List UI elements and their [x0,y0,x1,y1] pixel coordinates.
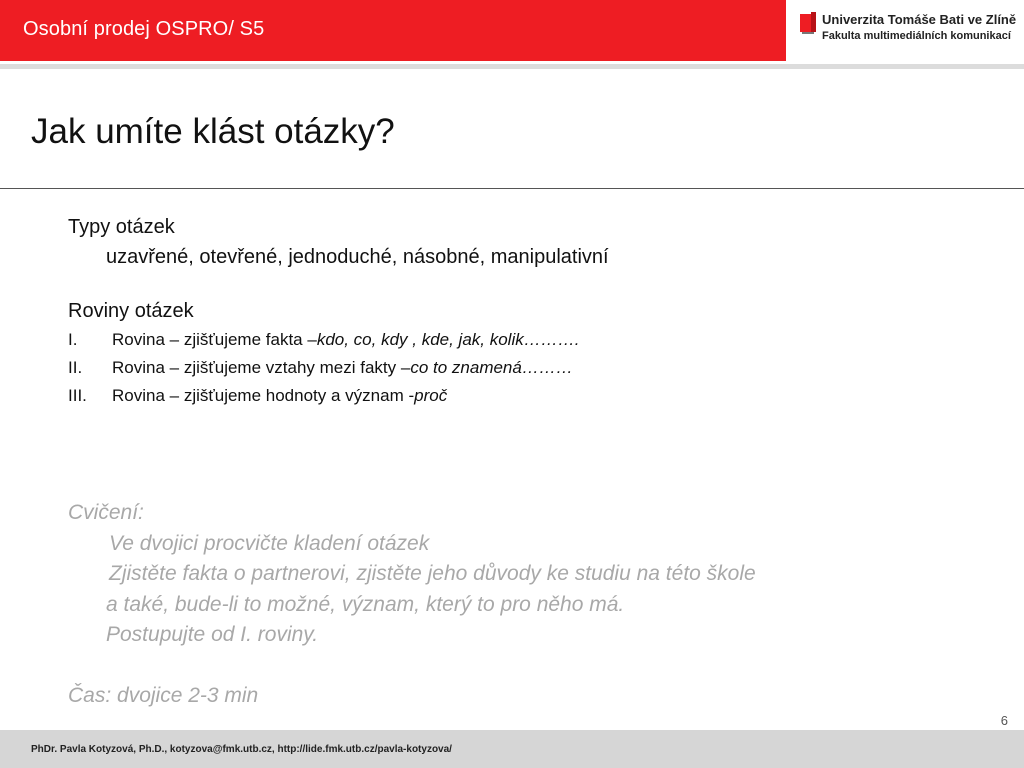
level-text: Rovina – zjišťujeme vztahy mezi fakty – [112,358,411,377]
level-number: I. [68,330,78,349]
exercise-line: Zjistěte fakta o partnerovi, zjistěte jeho důvody ke studiu na této škole [109,562,756,585]
types-heading: Typy otázek [68,216,175,238]
types-list: uzavřené, otevřené, jednoduché, násobné, manipulativní [106,246,609,268]
level-item-3 [68,382,968,410]
header-divider-stripe [0,64,1024,69]
level-questions: co to znamená……… [410,358,573,377]
level-questions: proč [414,386,448,405]
levels-heading: Roviny otázek [68,300,194,322]
footer-contact: PhDr. Pavla Kotyzová, Ph.D., kotyzova@fmk.utb.cz, http://lide.fmk.utb.cz/pavla-kotyzova/ [31,744,452,755]
title-divider [0,188,1024,189]
university-book-icon [800,12,816,34]
exercise-heading: Cvičení: [68,501,144,524]
course-title: Osobní prodej OSPRO/ S5 [23,18,265,40]
level-item-2 [68,354,968,382]
exercise-line: Postupujte od I. roviny. [106,623,319,646]
level-number: III. [68,386,87,405]
level-item-1 [68,326,968,354]
exercise-line: a také, bude-li to možné, význam, který to pro něho má. [106,592,625,616]
spacer [68,272,968,296]
slide-title: Jak umíte klást otázky? [31,112,395,151]
level-number: II. [68,358,83,377]
exercise-block [68,498,968,711]
exercise-time: Čas: dvojice 2-3 min [68,683,259,707]
page-number: 6 [1000,713,1008,728]
level-text: Rovina – zjišťujeme fakta – [112,330,317,349]
spacer [68,651,968,681]
university-name: Univerzita Tomáše Bati ve Zlíně [822,12,1017,27]
slide-content [68,212,968,410]
level-questions: kdo, co, kdy , kde, jak, kolik………. [316,330,580,349]
faculty-name: Fakulta multimediálních komunikací [822,30,1011,42]
level-text: Rovina – zjišťujeme hodnoty a význam - [112,386,415,405]
exercise-line: Ve dvojici procvičte kladení otázek [109,531,430,555]
